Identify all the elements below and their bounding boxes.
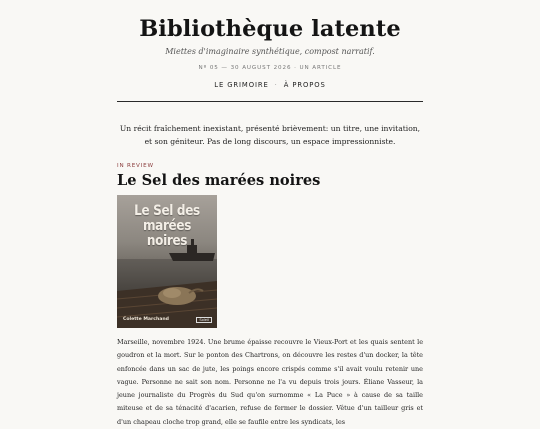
cover-author: Colette Marchand — [123, 317, 169, 322]
book-cover-image — [117, 195, 217, 328]
issue-line: Nº 05 — 30 AUGUST 2026 · UN ARTICLE — [198, 65, 342, 71]
nav-separator: · — [274, 81, 278, 89]
article-kicker: IN REVIEW — [117, 163, 154, 169]
site-tagline: Miettes d'imaginaire synthétique, compost narratif. — [165, 47, 375, 56]
site-title[interactable]: Bibliothèque latente — [139, 16, 401, 42]
intro-text: Un récit fraîchement inexistant, présenté brièvement: un titre, une invitation, et son géniteur. Pas de long discours, un espace impressionniste. — [119, 124, 421, 146]
cover-title-line-2: marées noires — [142, 218, 192, 249]
header-divider — [117, 101, 423, 102]
main-nav — [0, 81, 540, 89]
cover-title-line-1: Le Sel des — [134, 203, 200, 219]
cover-publisher-logo: Soleil — [196, 317, 212, 323]
nav-link-about[interactable]: À PROPOS — [283, 81, 326, 89]
article-title[interactable]: Le Sel des marées noires — [117, 172, 321, 189]
nav-link-grimoire[interactable]: LE GRIMOIRE — [214, 81, 269, 89]
article-body: Marseille, novembre 1924. Une brume épaisse recouvre le Vieux-Port et les quais sentent le goudron et la mort. Sur le ponton des Chartrons, on découvre les restes d'un docker, la tête enfoncée dans un sac de jute, les poings encore crispés comme s'il avait voulu retenir une vague. Personne ne sait son nom. Personne ne l'a vu depuis trois jours. Éliane Vasseur, la jeune journaliste du Progrès du Sud qu'on surnomme « La Puce » à cause de sa taille miteuse et de sa ténacité d'acarien, refuse de fermer le dossier. Vêtue d'un tailleur gris et d'un chapeau cloche trop grand, elle se faufile entre les syndicats, les — [117, 338, 423, 426]
cover-title — [124, 204, 210, 249]
